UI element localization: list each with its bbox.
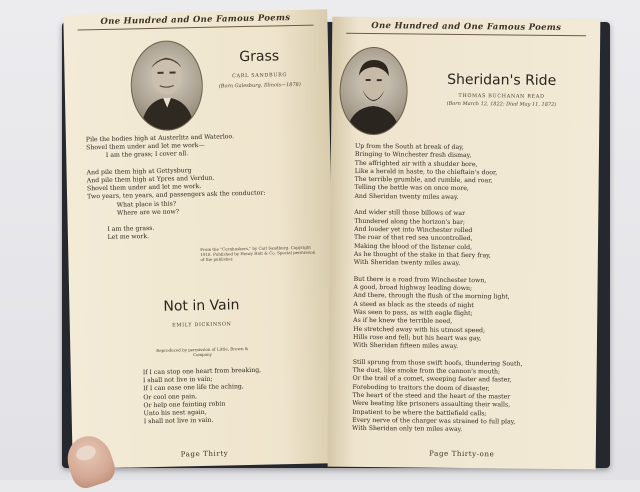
verse-line: The terrible grumble, and rumble, and roar,: [354, 176, 493, 185]
verse-line: Let me work.: [87, 233, 150, 242]
header-rule-right: [346, 33, 586, 37]
poem-body-grass: [86, 133, 267, 243]
verse-line: With Sheridan twenty miles away.: [353, 259, 461, 268]
verse-line: And wider still those billows of war: [354, 209, 466, 218]
poem-body-sheridans-ride: [352, 143, 525, 435]
verse-line: Shovel them under and let me work.: [86, 183, 202, 193]
page-header: One Hundred and One Famous Poems: [100, 13, 291, 28]
verse-line: The dust, like smoke from the cannon's mouth;: [352, 366, 501, 376]
poem-title-sheridans-ride: Sheridan's Ride: [447, 71, 557, 89]
verse-line: Impatient to be where the battlefield calls;: [352, 408, 487, 417]
poem-born-grass: (Born Galesburg, Illinois—1878): [218, 81, 301, 90]
verse-line: And Sheridan twenty miles away.: [354, 192, 459, 201]
right-page: [328, 17, 601, 470]
read-photo-icon: [340, 48, 407, 135]
verse-line: Bringing to Winchester fresh dismay,: [354, 151, 472, 160]
verse-line: What place is this?: [87, 200, 177, 209]
verse-line: Was seen to pass, as with eagle flight;: [353, 308, 473, 318]
verse-line: If I can stop one heart from breaking,: [142, 366, 262, 377]
verse-line: But there is a road from Winchester town,: [353, 275, 487, 284]
page-number-left: Page Thirty: [180, 449, 229, 459]
verse-line: Pile the bodies high at Austerlitz and Waterloo.: [85, 133, 235, 144]
portrait-thomas-buchanan-read: [339, 47, 408, 136]
verse-line: A steed as black as the steeds of night: [353, 300, 474, 309]
verse-line: Were beating like prisoners assaulting their walls,: [352, 400, 511, 409]
verse-line: Telling the battle was on once more,: [354, 184, 469, 193]
verse-line: Like a herald in haste, to the chieftain's door,: [354, 167, 498, 177]
sandburg-photo-icon: [131, 41, 203, 130]
verse-line: Or help one fainting robin: [143, 400, 226, 410]
verse-line: And there, through the flush of the morning light,: [353, 292, 510, 301]
verse-line: Or cool one pain,: [143, 392, 198, 401]
verse-line: Unto his nest again,: [143, 408, 207, 418]
page-header-right: One Hundred and One Famous Poems: [371, 21, 562, 34]
verse-line: Thundered along the horizon's bar;: [354, 217, 466, 226]
left-page: [63, 9, 336, 468]
poem-author-not-in-vain: EMILY DICKINSON: [172, 321, 232, 329]
verse-line: As if he knew the terrible need,: [353, 317, 453, 326]
verse-line: Up from the South at break of day,: [354, 142, 464, 151]
verse-line: Two years, ten years, and passengers ask the conductor:: [87, 190, 266, 201]
verse-line: The heart of the steed and the heart of the master: [352, 391, 511, 401]
verse-line: The affrighted air with a shudder bore,: [354, 159, 478, 168]
verse-line: I shall not live in vain;: [142, 375, 213, 385]
verse-line: I am the grass; I cover all.: [86, 150, 189, 160]
verse-line: Every nerve of the charger was strained to full play,: [352, 416, 516, 426]
verse-line: Or the trail of a comet, sweeping faster and faster,: [352, 375, 512, 384]
verse-line: A good, broad highway leading down;: [353, 283, 473, 293]
verse-line: If I can ease one life the aching,: [143, 383, 244, 393]
portrait-carl-sandburg: [130, 40, 204, 131]
poem-born-sheridans-ride: (Born March 12, 1822; Died May 11, 1872): [446, 100, 557, 108]
poem-title-grass: Grass: [239, 48, 280, 66]
verse-line: The roar of that red sea uncontrolled,: [354, 234, 473, 243]
poem-credit-grass: From the "Cornhuskers," by Carl Sandburg. Copyright 1918. Published by Henry Holt & Co. Special permission of the publisher.: [200, 244, 316, 262]
verse-line: And louder yet into Winchester rolled: [354, 225, 473, 235]
verse-line: And pile them high at Ypres and Verdun.: [86, 174, 215, 185]
verse-line: He stretched away with his utmost speed;: [353, 325, 486, 334]
poem-credit-not-in-vain: Reproduced by permission of Little, Brown & Company: [156, 346, 249, 358]
poem-author-sheridans-ride: THOMAS BUCHANAN READ: [458, 92, 545, 100]
page-number-right: Page Thirty-one: [429, 449, 495, 459]
poem-title-not-in-vain: Not in Vain: [163, 297, 240, 315]
verse-line: I shall not live in vain.: [143, 416, 214, 426]
verse-line: Shovel them under and let me work—: [85, 142, 205, 152]
poem-body-not-in-vain: [143, 367, 263, 427]
verse-line: Hills rose and fell; but his heart was gay,: [352, 333, 482, 343]
verse-line: I am the grass.: [87, 225, 155, 234]
verse-line: As he thought of the stake in that fiery fray,: [353, 250, 491, 260]
verse-line: Still sprung from those swift hoofs, thundering South,: [352, 358, 523, 368]
verse-line: With Sheridan only ten miles away.: [352, 424, 463, 434]
verse-line: Making the blood of the listener cold,: [353, 242, 473, 251]
verse-line: And pile them high at Gettysburg: [86, 166, 192, 177]
poem-author-grass: CARL SANDBURG: [232, 72, 288, 80]
verse-line: With Sheridan fifteen miles away.: [352, 341, 459, 351]
verse-line: Foreboding to traitors the doom of disaster,: [352, 383, 490, 392]
verse-line: Where are we now?: [87, 208, 180, 218]
